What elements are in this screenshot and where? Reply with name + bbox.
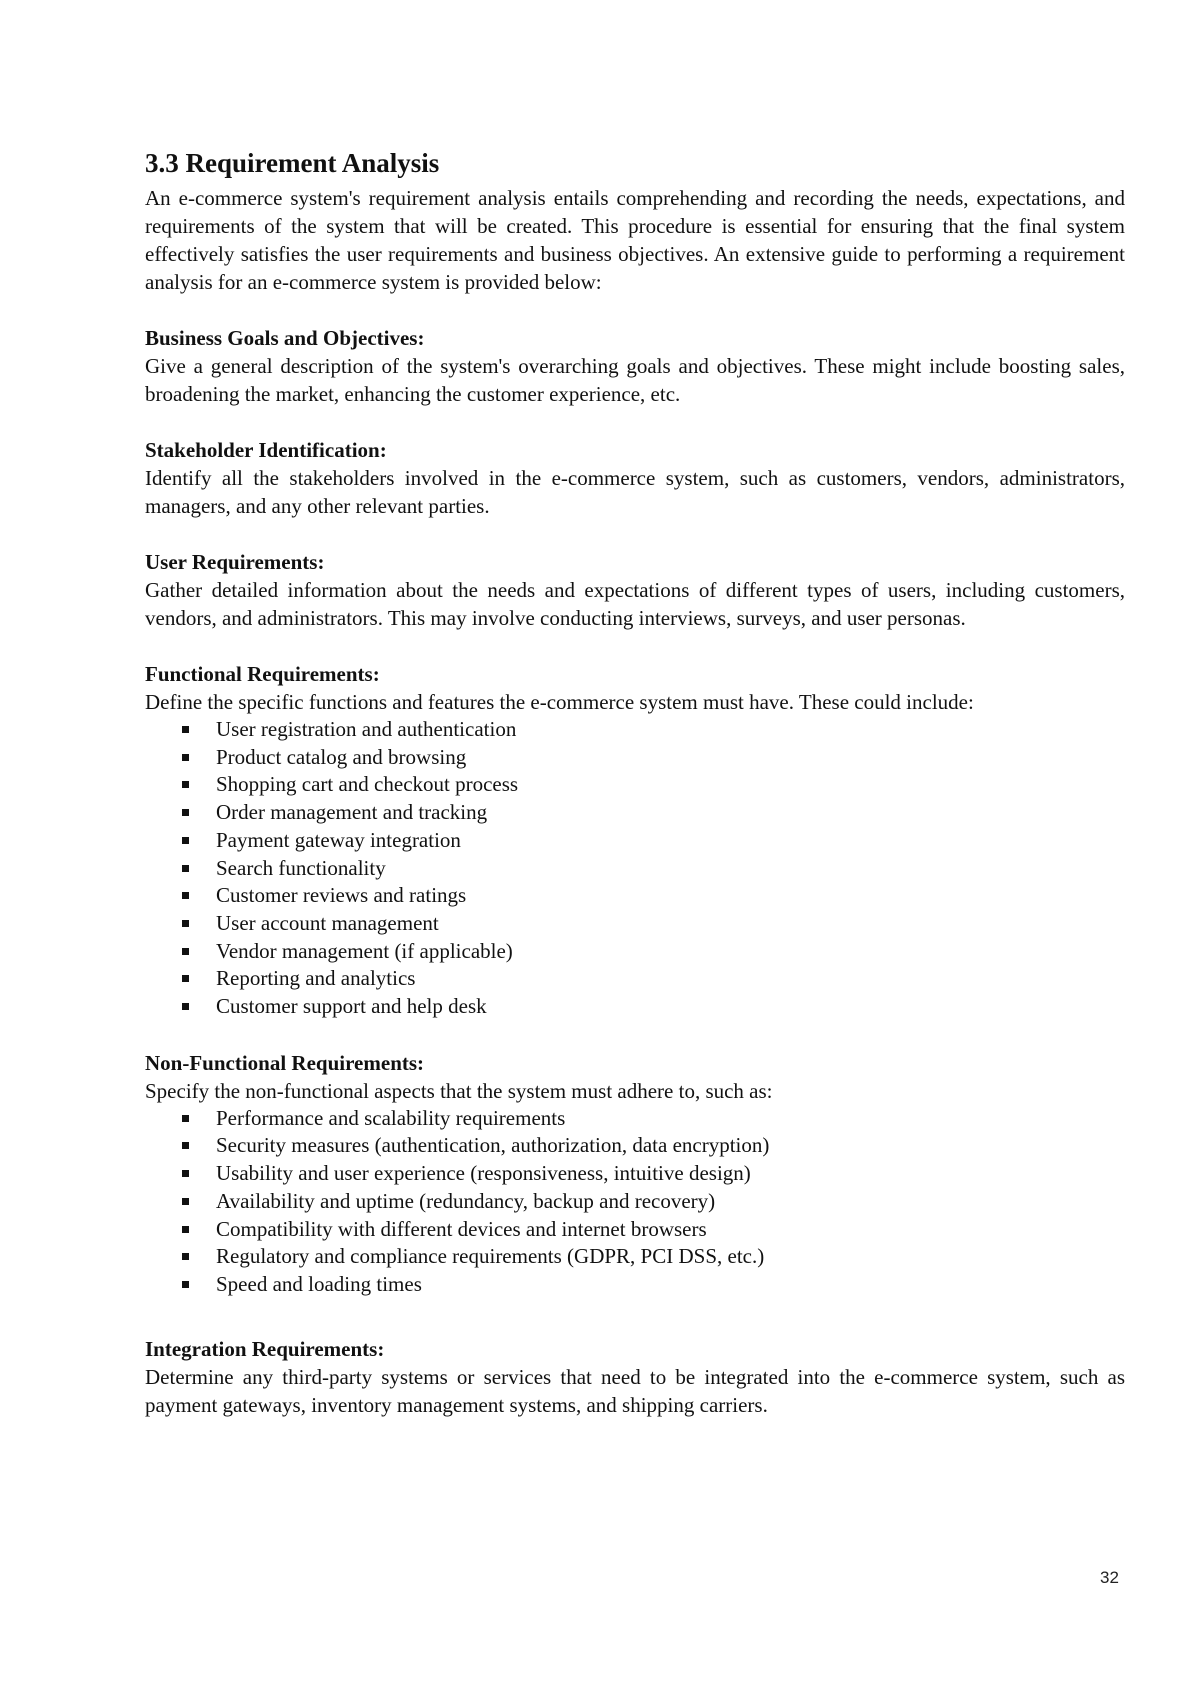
list-item <box>180 882 1125 910</box>
list-item-text: Performance and scalability requirements <box>216 1105 566 1130</box>
business-goals-heading: Business Goals and Objectives: <box>145 326 425 350</box>
square-bullet-icon <box>182 892 189 899</box>
list-item <box>180 1243 1125 1271</box>
list-item-text: Regulatory and compliance requirements (GDPR, PCI DSS, etc.) <box>216 1244 765 1269</box>
list-item-text: Usability and user experience (responsiveness, intuitive design) <box>216 1161 751 1186</box>
square-bullet-icon <box>182 1142 189 1149</box>
user-requirements-section <box>145 548 1125 632</box>
list-item-text: Search functionality <box>216 855 386 880</box>
business-goals-text: Give a general description of the system's overarching goals and objectives. These might include boosting sales, broadening the market, enhancing the customer experience, etc. <box>145 354 1125 406</box>
square-bullet-icon <box>182 1170 189 1177</box>
list-item <box>180 938 1125 966</box>
list-item <box>180 827 1125 855</box>
square-bullet-icon <box>182 1226 189 1233</box>
list-item-text: Availability and uptime (redundancy, backup and recovery) <box>216 1188 716 1213</box>
list-item-text: User registration and authentication <box>216 717 517 741</box>
square-bullet-icon <box>182 948 189 955</box>
section-title: 3.3 Requirement Analysis <box>145 148 440 178</box>
list-item-text: Vendor management (if applicable) <box>216 938 513 963</box>
list-item <box>180 965 1125 993</box>
list-item <box>180 771 1125 799</box>
list-item-text: Security measures (authentication, authorization, data encryption) <box>216 1133 770 1158</box>
intro-paragraph: An e-commerce system's requirement analysis entails comprehending and recording the needs, expectations, and requirements of the system that will be created. This procedure is essential for ensuring that the final system effectively satisfies the user requirements and business objectives. An extensive guide to performing a requirement analysis for an e-commerce system is provided below: <box>145 186 1125 294</box>
functional-list <box>145 716 1125 1021</box>
list-item-text: Compatibility with different devices and internet browsers <box>216 1216 707 1241</box>
user-requirements-heading: User Requirements: <box>145 550 325 574</box>
square-bullet-icon <box>182 1281 189 1288</box>
square-bullet-icon <box>182 975 189 982</box>
list-item <box>180 993 1125 1021</box>
list-item <box>180 1188 1125 1216</box>
list-item-text: Customer reviews and ratings <box>216 883 467 908</box>
list-item <box>180 1160 1125 1188</box>
functional-text: Define the specific functions and features the e-commerce system must have. These could include: <box>145 690 974 714</box>
stakeholder-text: Identify all the stakeholders involved in the e-commerce system, such as customers, vendors, administrators, managers, and any other relevant parties. <box>145 466 1125 518</box>
square-bullet-icon <box>182 920 189 927</box>
list-item-text: Shopping cart and checkout process <box>216 772 519 797</box>
list-item-text: Reporting and analytics <box>216 966 416 991</box>
user-requirements-text: Gather detailed information about the needs and expectations of different types of users, including customers, vendors, and administrators. This may involve conducting interviews, surveys, and user personas. <box>145 578 1125 630</box>
square-bullet-icon <box>182 726 189 733</box>
square-bullet-icon <box>182 1003 189 1010</box>
list-item-text: Payment gateway integration <box>216 827 461 852</box>
integration-section <box>145 1335 1125 1419</box>
square-bullet-icon <box>182 837 189 844</box>
integration-text: Determine any third-party systems or services that need to be integrated into the e-commerce system, such as payment gateways, inventory management systems, and shipping carriers. <box>145 1364 1125 1417</box>
non-functional-heading: Non-Functional Requirements: <box>145 1050 425 1075</box>
square-bullet-icon <box>182 781 189 788</box>
list-item <box>180 799 1125 827</box>
square-bullet-icon <box>182 1253 189 1260</box>
list-item-text: Product catalog and browsing <box>216 744 467 769</box>
list-item <box>180 855 1125 883</box>
square-bullet-icon <box>182 809 189 816</box>
page-number: 32 <box>1100 1568 1119 1587</box>
list-item <box>180 1132 1125 1160</box>
square-bullet-icon <box>182 754 189 761</box>
functional-section <box>145 660 1125 1021</box>
square-bullet-icon <box>182 1198 189 1205</box>
document-page <box>145 147 1125 1419</box>
non-functional-section <box>145 1049 1125 1299</box>
stakeholder-heading: Stakeholder Identification: <box>145 438 387 462</box>
non-functional-text: Specify the non-functional aspects that the system must adhere to, such as: <box>145 1078 773 1103</box>
list-item-text: Order management and tracking <box>216 800 488 825</box>
list-item-text: User account management <box>216 910 439 935</box>
square-bullet-icon <box>182 1115 189 1122</box>
list-item-text: Speed and loading times <box>216 1271 422 1296</box>
square-bullet-icon <box>182 865 189 872</box>
list-item <box>180 910 1125 938</box>
list-item <box>180 716 1125 744</box>
list-item-text: Customer support and help desk <box>216 994 487 1019</box>
stakeholder-section <box>145 436 1125 520</box>
list-item <box>180 1216 1125 1244</box>
list-item <box>180 744 1125 772</box>
integration-heading: Integration Requirements: <box>145 1336 385 1361</box>
list-item <box>180 1105 1125 1133</box>
list-item <box>180 1271 1125 1299</box>
functional-heading: Functional Requirements: <box>145 662 380 686</box>
business-goals-section <box>145 324 1125 408</box>
non-functional-list <box>145 1105 1125 1299</box>
